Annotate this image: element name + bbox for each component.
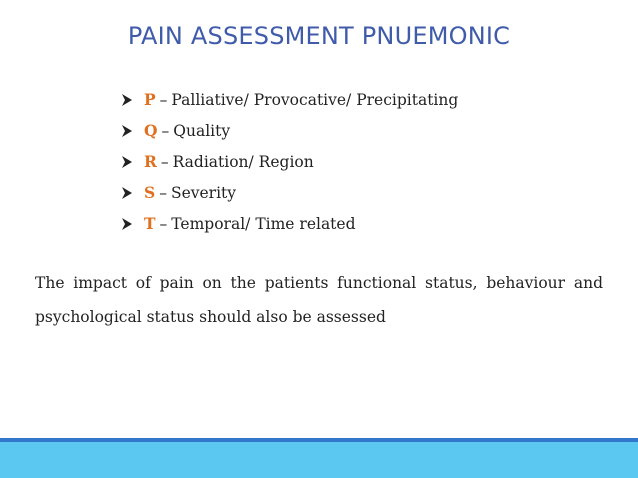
bullet-text: Severity <box>170 183 237 202</box>
bullet-letter: T <box>144 214 156 233</box>
bullet-text: Palliative/ Provocative/ Precipitating <box>171 90 459 109</box>
bullet-letter: S <box>144 183 156 202</box>
arrow-bullet-icon <box>122 187 132 199</box>
footer-band <box>0 442 638 478</box>
arrow-bullet-icon <box>122 156 132 168</box>
bullet-item-t <box>122 208 458 239</box>
bullet-dash: – <box>159 90 168 109</box>
bullet-letter: Q <box>144 121 158 140</box>
bullet-item-q <box>122 115 458 146</box>
bullet-dash: – <box>159 183 167 202</box>
body-paragraph: The impact of pain on the patients functional status, behaviour and psychological status should also be assessed <box>35 274 603 326</box>
bullet-dash: – <box>159 214 168 233</box>
bullet-item-p <box>122 84 458 115</box>
bullet-item-s <box>122 177 458 208</box>
arrow-bullet-icon <box>122 94 132 106</box>
bullet-letter: R <box>144 152 157 171</box>
bullet-letter: P <box>144 90 156 109</box>
bullet-text: Radiation/ Region <box>172 152 314 171</box>
bullet-dash: – <box>161 121 170 140</box>
arrow-bullet-icon <box>122 218 132 230</box>
bullet-dash: – <box>160 152 169 171</box>
bullet-list <box>122 84 458 239</box>
slide-title: PAIN ASSESSMENT PNUEMONIC <box>127 22 511 50</box>
bullet-text: Temporal/ Time related <box>171 214 356 233</box>
bullet-item-r <box>122 146 458 177</box>
bullet-text: Quality <box>173 121 231 140</box>
arrow-bullet-icon <box>122 125 132 137</box>
